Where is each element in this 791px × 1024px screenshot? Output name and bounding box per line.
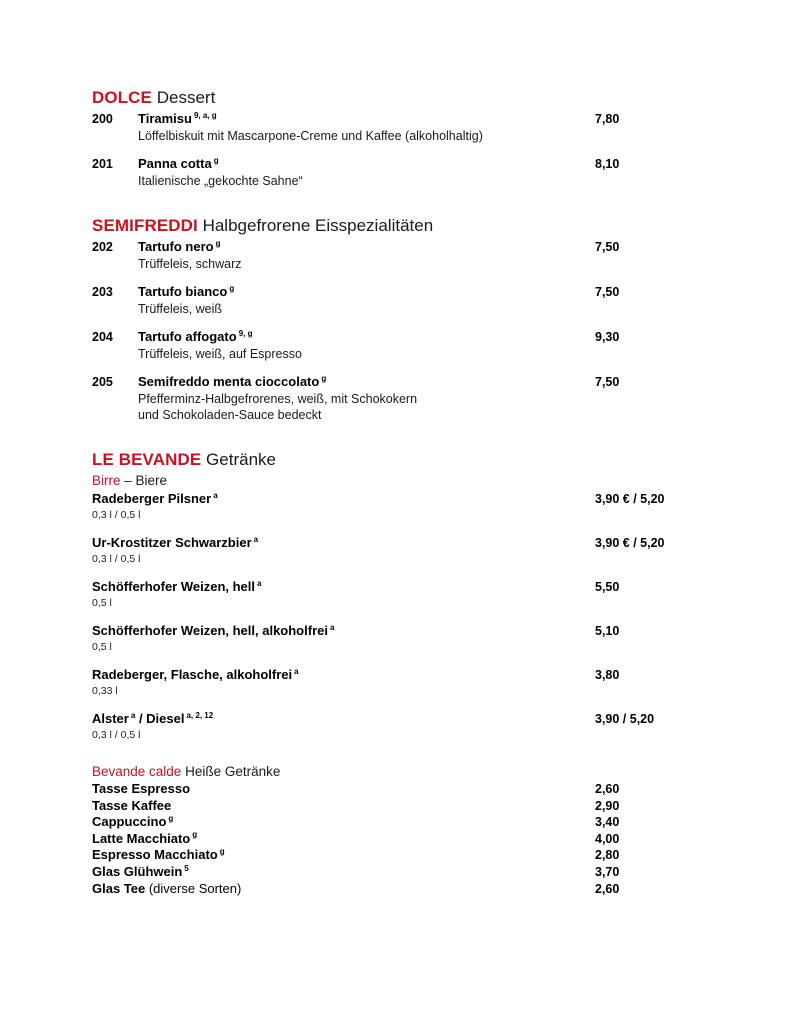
hot-drink-price: 3,70 — [595, 864, 620, 879]
hot-drink-name: Cappuccino $^g$ — [92, 813, 174, 830]
allergen-markers: g — [168, 813, 174, 823]
hot-drink-price: 2,60 — [595, 881, 620, 896]
item-price: 7,50 — [595, 375, 620, 389]
hot-drink-row — [92, 881, 705, 898]
section-title-german: Halbgefrorene Eisspezialitäten — [202, 216, 434, 235]
item-number: 205 — [92, 375, 113, 389]
section-title-german: Dessert — [156, 88, 216, 107]
allergen-markers: g — [219, 847, 225, 857]
drink-name: Ur-Krostitzer Schwarzbier $^a$ — [92, 534, 259, 550]
item-price: 9,30 — [595, 330, 620, 344]
drink-size: 0,3 l / 0,5 l — [92, 553, 141, 565]
section-title-german: Getränke — [206, 450, 276, 469]
item-price: 7,80 — [595, 112, 620, 126]
drink-size: 0,5 l — [92, 597, 112, 609]
item-description-line2: und Schokoladen-Sauce bedeckt — [138, 408, 322, 422]
hot-drink-name: Latte Macchiato $^g$ — [92, 830, 198, 846]
menu-item-205 — [92, 373, 705, 423]
drink-item-ur-krostitzer-schwarzbier — [92, 534, 705, 566]
allergen-markers: g — [321, 373, 327, 383]
item-number: 203 — [92, 285, 113, 299]
item-number: 204 — [92, 330, 113, 344]
drink-item-schoefferhofer-weizen-hell — [92, 578, 705, 610]
hot-drink-name: Tasse Kaffee — [92, 797, 172, 813]
drink-size: 0,5 l — [92, 641, 112, 653]
drink-name: Schöfferhofer Weizen, hell $^a$ — [92, 578, 262, 594]
menu-item-204 — [92, 328, 705, 362]
allergen-markers: g — [229, 283, 235, 293]
item-number: 201 — [92, 157, 113, 171]
item-name: Tartufo nero $^g$ — [138, 238, 221, 254]
spacer — [92, 434, 705, 450]
subsection-title-german: – Biere — [124, 473, 168, 488]
drink-size: 0,33 l — [92, 685, 118, 697]
section-heading-dolce — [92, 88, 705, 108]
allergen-markers-diesel: a, 2, 12 — [186, 710, 214, 720]
item-price: 8,10 — [595, 157, 620, 171]
item-description: Pfefferminz-Halbgefrorenes, weiß, mit Schokokern — [138, 392, 418, 406]
subsection-title-italian: Birre — [92, 473, 121, 488]
allergen-markers: g — [215, 238, 221, 248]
allergen-markers: a — [257, 578, 262, 588]
drink-item-radeberger-flasche-alkoholfrei — [92, 666, 705, 698]
drink-name: Schöfferhofer Weizen, hell, alkoholfrei $^a$ — [92, 622, 335, 638]
hot-drink-price: 2,60 — [595, 782, 620, 796]
drink-price: 5,10 — [595, 624, 620, 638]
spacer — [92, 200, 705, 216]
hot-drink-name: Espresso Macchiato $^g$ — [92, 847, 225, 863]
subsection-heading-birre — [92, 472, 705, 489]
hot-drink-name: Glas Glühwein $^5$ — [92, 863, 189, 879]
menu-item-203 — [92, 283, 705, 317]
hot-drinks-list — [92, 781, 705, 897]
allergen-markers: 9, a, g — [193, 110, 217, 120]
hot-drink-row — [92, 847, 705, 864]
item-price: 7,50 — [595, 285, 620, 299]
allergen-markers: a — [213, 490, 218, 500]
item-name: Panna cotta $^g$ — [138, 155, 219, 171]
drink-size: 0,3 l / 0,5 l — [92, 729, 141, 741]
menu-item-201 — [92, 155, 705, 189]
item-name: Semifreddo menta cioccolato $^g$ — [138, 373, 327, 389]
hot-drink-price: 2,80 — [595, 848, 620, 863]
subsection-title-italian: Bevande calde — [92, 764, 182, 779]
item-name: Tiramisu $^{9, a, g}$ — [138, 110, 217, 126]
hot-drink-row — [92, 781, 705, 798]
allergen-markers: a — [253, 534, 259, 544]
allergen-markers: a — [294, 666, 299, 676]
hot-drink-price: 4,00 — [595, 831, 620, 846]
drink-price: 3,90 / 5,20 — [595, 712, 655, 726]
allergen-markers: g — [192, 830, 198, 840]
allergen-markers: a — [329, 622, 335, 632]
drink-name: Radeberger, Flasche, alkoholfrei $^a$ — [92, 666, 299, 682]
drink-item-alster-diesel — [92, 710, 705, 742]
section-heading-semifreddi — [92, 216, 705, 236]
hot-drink-price: 3,40 — [595, 815, 620, 830]
item-price: 7,50 — [595, 240, 620, 254]
allergen-markers: 9, g — [238, 328, 253, 338]
section-heading-le-bevande — [92, 450, 705, 470]
item-number: 200 — [92, 112, 113, 126]
item-description: Trüffeleis, weiß, auf Espresso — [138, 347, 302, 361]
drink-item-schoefferhofer-weizen-alkoholfrei — [92, 622, 705, 654]
hot-drink-name-suffix: (diverse Sorten) — [145, 880, 242, 896]
menu-item-200 — [92, 110, 705, 144]
hot-drink-row — [92, 798, 705, 815]
section-title-italian: SEMIFREDDI — [92, 216, 198, 235]
drink-size: 0,3 l / 0,5 l — [92, 509, 141, 521]
hot-drink-price: 2,90 — [595, 798, 620, 813]
item-description: Trüffeleis, weiß — [138, 302, 223, 316]
section-title-italian: LE BEVANDE — [92, 450, 202, 469]
allergen-markers: 5 — [184, 863, 189, 873]
item-number: 202 — [92, 240, 113, 254]
hot-drink-name: Tasse Espresso — [92, 781, 191, 796]
section-title-italian: DOLCE — [92, 88, 152, 107]
allergen-markers: g — [213, 155, 219, 165]
allergen-markers-alster: a — [130, 710, 136, 720]
drink-price: 5,50 — [595, 580, 620, 594]
spacer — [92, 754, 705, 763]
item-name: Tartufo bianco $^g$ — [138, 283, 235, 299]
drink-name: Radeberger Pilsner $^a$ — [92, 490, 218, 506]
subsection-title-german: Heiße Getränke — [185, 764, 281, 779]
hot-drink-row — [92, 831, 705, 848]
item-description: Italienische „gekochte Sahne“ — [138, 174, 303, 188]
drink-price: 3,80 — [595, 668, 620, 682]
menu-item-202 — [92, 238, 705, 272]
hot-drink-row — [92, 864, 705, 881]
drink-name: Alster $^a$ / Diesel $^{a, 2, 12}$ — [92, 710, 214, 726]
drink-price: 3,90 € / 5,20 — [595, 536, 665, 550]
item-description: Trüffeleis, schwarz — [138, 257, 242, 271]
hot-drink-row — [92, 814, 705, 831]
subsection-heading-bevande-calde — [92, 763, 705, 780]
item-name: Tartufo affogato $^{9, g}$ — [138, 328, 253, 344]
hot-drink-name: Glas Tee (diverse Sorten) — [92, 880, 242, 896]
drink-price: 3,90 € / 5,20 — [595, 492, 665, 506]
item-description: Löffelbiskuit mit Mascarpone-Creme und Kaffee (alkoholhaltig) — [138, 129, 483, 143]
drink-item-radeberger-pilsner — [92, 490, 705, 522]
